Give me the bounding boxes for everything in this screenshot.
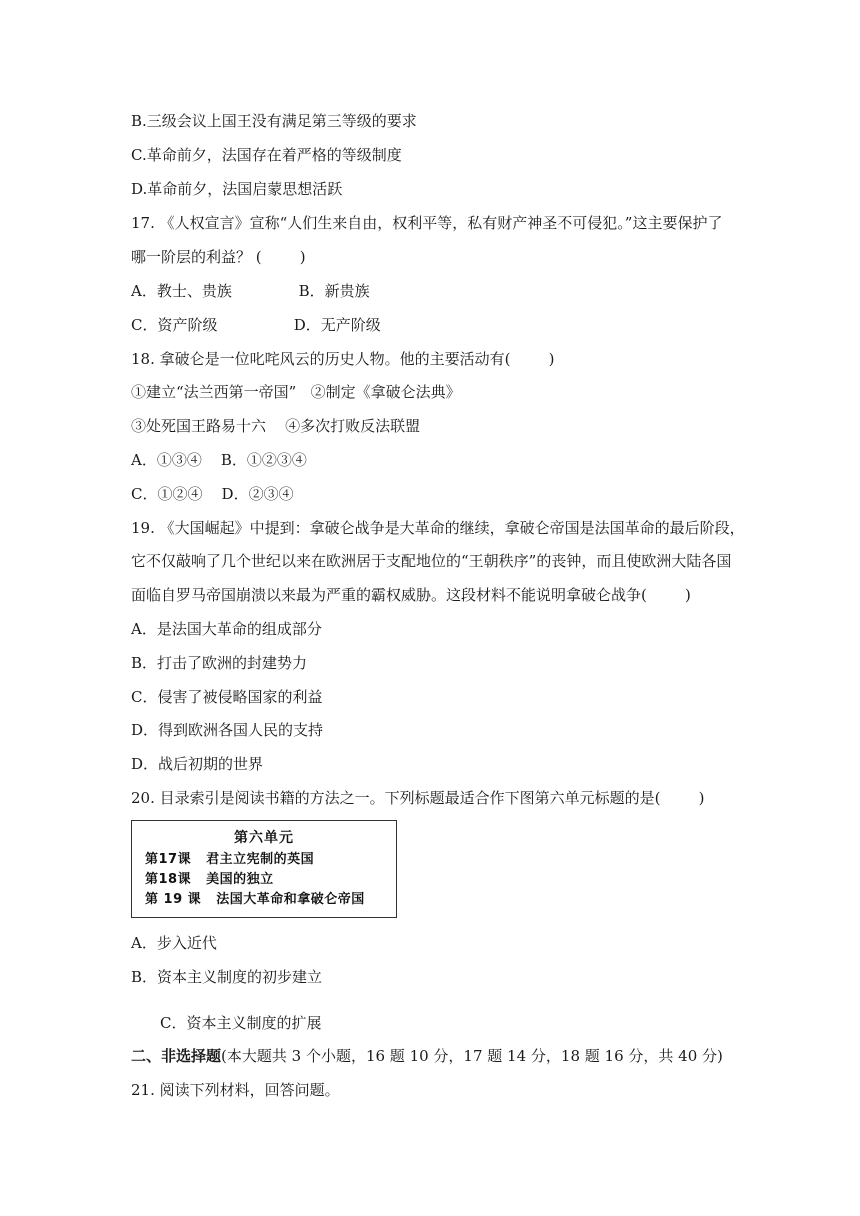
q19-stem-line3: 面临自罗马帝国崩溃以来最为严重的霸权威胁。这段材料不能说明拿破仑战争( ) xyxy=(131,586,691,604)
section-2-header xyxy=(131,1046,723,1066)
q18-stem: 18. 拿破仑是一位叱咤风云的历史人物。他的主要活动有( ) xyxy=(131,350,555,368)
toc-lesson-19: 第 19 课 法国大革命和拿破仑帝国 xyxy=(145,892,365,907)
q17-stem-line2: 哪一阶层的利益？ ( ) xyxy=(131,248,306,266)
q21-stem: 21. 阅读下列材料，回答问题。 xyxy=(131,1081,340,1099)
q18-options-ab: A．①③④ B．①②③④ xyxy=(131,451,307,469)
q17-options-cd: C．资产阶级 D．无产阶级 xyxy=(131,316,381,334)
section-2-description: (本大题共 3 个小题，16 题 10 分，17 题 14 分，18 题 16 分，共 40 分) xyxy=(221,1047,723,1065)
q20-option-c: C．资本主义制度的扩展 xyxy=(160,1014,322,1032)
q18-items-34: ③处死国王路易十六 ④多次打败反法联盟 xyxy=(131,417,421,435)
q19-stem-line2: 它不仅敲响了几个世纪以来在欧洲居于支配地位的“王朝秩序”的丧钟，而且使欧洲大陆各国 xyxy=(131,552,732,570)
q19-option-c: C．侵害了被侵略国家的利益 xyxy=(131,688,323,706)
q19-option-a: A．是法国大革命的组成部分 xyxy=(131,620,322,638)
q16-option-b: B.三级会议上国王没有满足第三等级的要求 xyxy=(131,112,417,130)
q20-stem: 20. 目录索引是阅读书籍的方法之一。下列标题最适合作下图第六单元标题的是( ) xyxy=(131,789,705,807)
q17-stem-line1: 17. 《人权宣言》宣称“人们生来自由，权利平等，私有财产神圣不可侵犯。”这主要保护了 xyxy=(131,214,723,232)
q16-option-d: D.革命前夕，法国启蒙思想活跃 xyxy=(131,180,343,198)
q19-stem-line1: 19. 《大国崛起》中提到：拿破仑战争是大革命的继续，拿破仑帝国是法国革命的最后阶段， xyxy=(131,519,745,537)
section-2-heading: 二、非选择题 xyxy=(131,1047,222,1065)
q19-extra-option: D．战后初期的世界 xyxy=(131,755,264,773)
q16-option-c: C.革命前夕，法国存在着严格的等级制度 xyxy=(131,146,402,164)
q17-options-ab: A．教士、贵族 B．新贵族 xyxy=(131,282,370,300)
toc-unit-title: 第六单元 xyxy=(234,830,294,846)
toc-lesson-17: 第17课 君主立宪制的英国 xyxy=(145,852,315,867)
q18-items-12: ①建立“法兰西第一帝国” ②制定《拿破仑法典》 xyxy=(131,383,461,401)
q20-option-b: B．资本主义制度的初步建立 xyxy=(131,968,323,986)
q18-options-cd: C．①②④ D．②③④ xyxy=(131,485,294,503)
q19-option-d: D．得到欧洲各国人民的支持 xyxy=(131,721,324,739)
q19-option-b: B．打击了欧洲的封建势力 xyxy=(131,654,308,672)
toc-lesson-18: 第18课 美国的独立 xyxy=(145,872,274,887)
q20-option-a: A．步入近代 xyxy=(131,934,217,952)
table-of-contents-figure xyxy=(131,820,397,918)
